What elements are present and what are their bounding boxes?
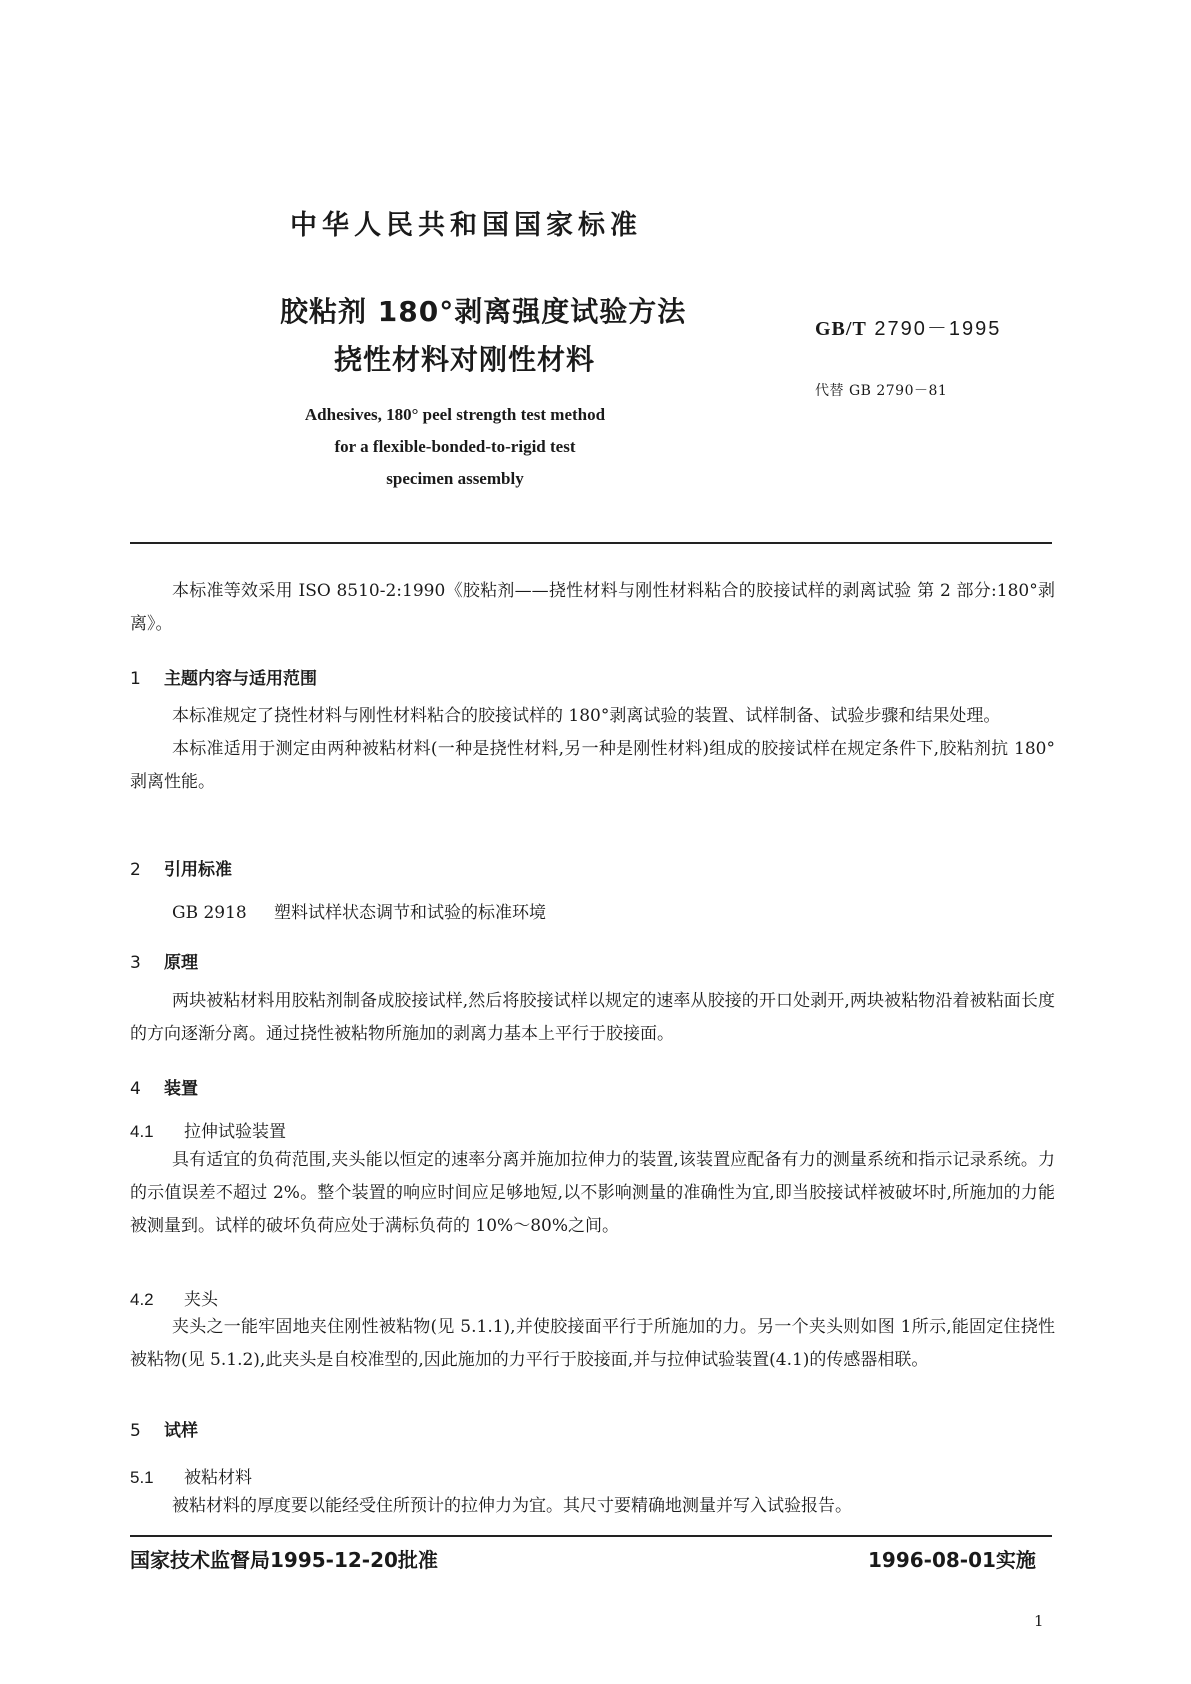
section-1-body — [130, 700, 1055, 799]
section-3-body — [130, 985, 1055, 1051]
section-5-number: 5 — [130, 1421, 141, 1441]
subsection-5-1-title: 被粘材料 — [184, 1468, 252, 1488]
title-en-line3: specimen assembly — [386, 469, 524, 488]
subsection-4-2-paragraph: 夹头之一能牢固地夹住刚性被粘物(见 5.1.1),并使胶接面平行于所施加的力。另一个夹头则如图 1所示,能固定住挠性被粘物(见 5.1.2),此夹头是自校准型的,因此施加的力平行于胶接面,并与拉伸试验装置(4.1)的传感器相联。 — [130, 1317, 1055, 1370]
subsection-4-1-heading — [130, 1117, 286, 1142]
intro-paragraph: 本标准等效采用 ISO 8510-2:1990《胶粘剂——挠性材料与刚性材料粘合的胶接试样的剥离试验 第 2 部分:180°剥离》。 — [130, 581, 1055, 634]
intro-block — [130, 575, 1055, 641]
reference-line — [172, 898, 546, 923]
section-4-title: 装置 — [164, 1079, 198, 1099]
subsection-4-1-title: 拉伸试验装置 — [184, 1122, 286, 1142]
subsection-4-2-title: 夹头 — [184, 1290, 218, 1310]
page-number: 1 — [1034, 1612, 1044, 1630]
subsection-4-1-number: 4.1 — [130, 1122, 154, 1141]
section-2-number: 2 — [130, 860, 141, 880]
section-1-paragraph-1: 本标准规定了挠性材料与刚性材料粘合的胶接试样的 180°剥离试验的装置、试样制备、试验步骤和结果处理。 — [172, 706, 1001, 726]
national-standard-heading: 中华人民共和国国家标准 — [290, 210, 642, 241]
subsection-5-1-heading — [130, 1463, 252, 1488]
section-2-title: 引用标准 — [164, 860, 232, 880]
subsection-5-1-paragraph: 被粘材料的厚度要以能经受住所预计的拉伸力为宜。其尺寸要精确地测量并写入试验报告。 — [172, 1496, 852, 1516]
subsection-4-2-body — [130, 1311, 1055, 1377]
subsection-4-1-body — [130, 1144, 1055, 1243]
header-divider — [130, 542, 1052, 544]
section-3-heading — [130, 948, 198, 973]
title-en-line1: Adhesives, 180° peel strength test method — [304, 405, 606, 424]
subsection-4-2-number: 4.2 — [130, 1290, 154, 1309]
section-2-heading — [130, 855, 232, 880]
reference-title: 塑料试样状态调节和试验的标准环境 — [274, 903, 546, 923]
approval-date: 国家技术监督局1995-12-20批准 — [130, 1548, 438, 1572]
section-5-heading — [130, 1416, 198, 1441]
section-5-title: 试样 — [164, 1421, 198, 1441]
section-1-heading — [130, 664, 317, 689]
title-zh-line2: 挠性材料对刚性材料 — [334, 343, 596, 376]
subsection-4-1-paragraph: 具有适宜的负荷范围,夹头能以恒定的速率分离并施加拉伸力的装置,该装置应配备有力的测量系统和指示记录系统。力的示值误差不超过 2%。整个装置的响应时间应足够地短,以不影响测量的准确性为宜,即当胶接试样被破坏时,所施加的力能被测量到。试样的破坏负荷应处于满标负荷的 10%～80%之间。 — [130, 1150, 1055, 1236]
section-1-number: 1 — [130, 669, 141, 689]
section-1-paragraph-2: 本标准适用于测定由两种被粘材料(一种是挠性材料,另一种是刚性材料)组成的胶接试样在规定条件下,胶粘剂抗 180°剥离性能。 — [130, 739, 1055, 792]
section-4-number: 4 — [130, 1079, 141, 1099]
title-en-line2: for a flexible-bonded-to-rigid test — [334, 437, 576, 456]
footer-divider — [130, 1535, 1052, 1537]
subsection-5-1-body — [130, 1490, 1055, 1523]
section-1-title: 主题内容与适用范围 — [164, 669, 317, 689]
subsection-4-2-heading — [130, 1285, 218, 1310]
standard-number — [815, 312, 1001, 341]
title-zh-line1: 胶粘剂 180°剥离强度试验方法 — [280, 295, 687, 328]
implementation-date: 1996-08-01实施 — [868, 1548, 1036, 1572]
section-3-number: 3 — [130, 953, 141, 973]
standard-number-value: 2790－1995 — [874, 318, 1002, 340]
section-4-heading — [130, 1074, 198, 1099]
standard-prefix: GB/T — [815, 318, 867, 340]
section-3-title: 原理 — [164, 953, 198, 973]
replaces-note: 代替 GB 2790－81 — [815, 383, 948, 399]
section-3-paragraph-1: 两块被粘材料用胶粘剂制备成胶接试样,然后将胶接试样以规定的速率从胶接的开口处剥开,两块被粘物沿着被粘面长度的方向逐渐分离。通过挠性被粘物所施加的剥离力基本上平行于胶接面。 — [130, 991, 1055, 1044]
subsection-5-1-number: 5.1 — [130, 1468, 154, 1487]
reference-code: GB 2918 — [172, 903, 247, 923]
